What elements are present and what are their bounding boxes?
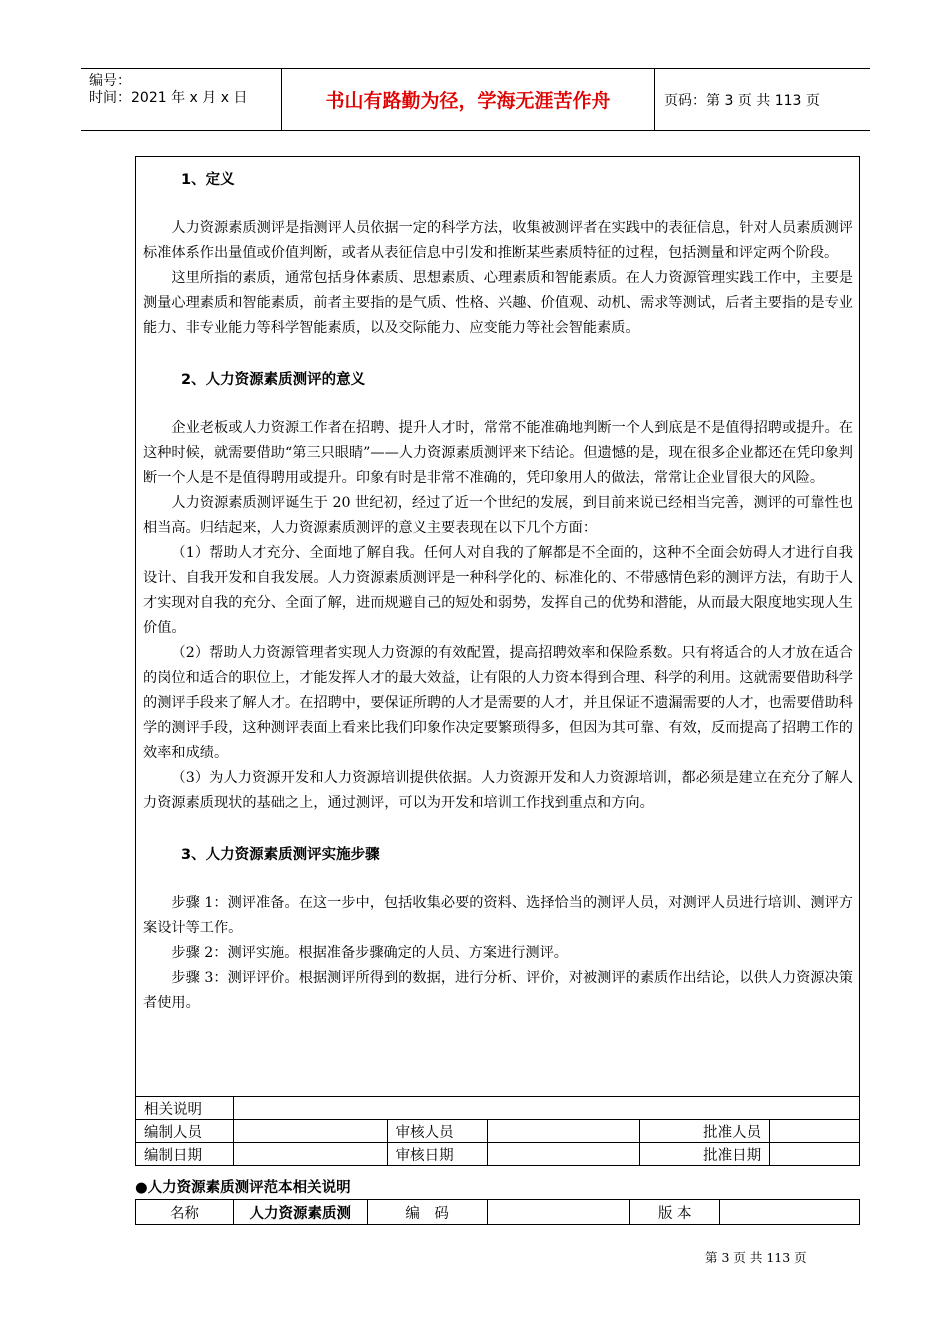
header-motto: 书山有路勤为径，学海无涯苦作舟: [281, 69, 655, 130]
approve-date-value: [770, 1143, 860, 1166]
paragraph: 这里所指的素质，通常包括身体素质、思想素质、心理素质和智能素质。在人力资源管理实践工作中，主要是测量心理素质和智能素质，前者主要指的是气质、性格、兴趣、价值观、动机、需求等测试，后者主要指的是专业能力、非专业能力等科学智能素质，以及交际能力、应变能力等社会智能素质。: [143, 270, 853, 336]
sample-info-table: [135, 1199, 860, 1225]
paragraph: （2）帮助人力资源管理者实现人力资源的有效配置，提高招聘效率和保险系数。只有将适合的人才放在适合的岗位和适合的职位上，才能发挥人才的最大效益，让有限的人力资本得到合理、科学的利用。这就需要借助科学的测评手段来了解人才。在招聘中，要保证所聘的人才是需要的人才，并且保证不遗漏需要的人才，也需要借助科学的测评手段，这种测评表面上看来比我们印象作决定要繁琐得多，但因为其可靠、有效，反而提高了招聘工作的效率和成绩。: [143, 645, 853, 761]
compiler-label: 编制人员: [136, 1120, 234, 1143]
related-notes-value: [233, 1097, 859, 1120]
paragraph: 步骤 2：测评实施。根据准备步骤确定的人员、方案进行测评。: [171, 945, 568, 961]
document-body: [143, 168, 853, 1016]
paragraph: 步骤 1：测评准备。在这一步中，包括收集必要的资料、选择恰当的测评人员，对测评人员进行培训、测评方案设计等工作。: [143, 895, 853, 936]
review-date-value: [487, 1143, 640, 1166]
compile-date-label: 编制日期: [136, 1143, 234, 1166]
compile-date-value: [233, 1143, 387, 1166]
paragraph: 人力资源素质测评诞生于 20 世纪初，经过了近一个世纪的发展，到目前来说已经相当完善，测评的可靠性也相当高。归结起来，人力资源素质测评的意义主要表现在以下几个方面：: [143, 495, 853, 536]
paragraph: 步骤 3：测评评价。根据测评所得到的数据，进行分析、评价，对被测评的素质作出结论，以供人力资源决策者使用。: [143, 970, 853, 1011]
section-heading-steps: 3、人力资源素质测评实施步骤: [181, 847, 380, 863]
sample-notes-title: ●人力资源素质测评范本相关说明: [135, 1180, 351, 1196]
code-label: 编 码: [367, 1200, 487, 1225]
review-date-label: 审核日期: [387, 1143, 487, 1166]
paragraph: 企业老板或人力资源工作者在招聘、提升人才时，常常不能准确地判断一个人到底是不是值得招聘或提升。在这种时候，就需要借助“第三只眼睛”——人力资源素质测评来下结论。但遗憾的是，现在很多企业都还在凭印象判断一个人是不是值得聘用或提升。印象有时是非常不准确的，凭印象用人的做法，常常让企业冒很大的风险。: [143, 420, 853, 486]
reviewer-value: [487, 1120, 640, 1143]
approver-value: [770, 1120, 860, 1143]
section-heading-definition: 1、定义: [181, 172, 235, 188]
document-number-label: 编号：: [89, 73, 131, 89]
version-label: 版 本: [630, 1200, 720, 1225]
version-value: [720, 1200, 860, 1225]
related-notes-label: 相关说明: [136, 1097, 234, 1120]
header-left-cell: [81, 69, 281, 130]
paragraph: （3）为人力资源开发和人力资源培训提供依据。人力资源开发和人力资源培训，都必须是建立在充分了解人力资源素质现状的基础之上，通过测评，可以为开发和培训工作找到重点和方向。: [143, 770, 853, 811]
name-value: 人力资源素质测: [233, 1200, 367, 1225]
paragraph: （1）帮助人才充分、全面地了解自我。任何人对自我的了解都是不全面的，这种不全面会妨碍人才进行自我设计、自我开发和自我发展。人力资源素质测评是一种科学化的、标准化的、不带感情色彩的测评方法，有助于人才实现对自我的充分、全面了解，进而规避自己的短处和弱势，发挥自己的优势和潜能，从而最大限度地实现人生价值。: [143, 545, 853, 636]
code-value: [487, 1200, 630, 1225]
approval-table: [135, 1096, 860, 1166]
reviewer-label: 审核人员: [387, 1120, 487, 1143]
page-footer: 第 3 页 共 113 页: [705, 1250, 807, 1265]
approver-label: 批准人员: [640, 1120, 770, 1143]
name-label: 名称: [136, 1200, 234, 1225]
compiler-value: [233, 1120, 387, 1143]
page-header: [81, 68, 870, 131]
header-page-number: 页码：第 3 页 共 113 页: [664, 92, 820, 109]
approve-date-label: 批准日期: [640, 1143, 770, 1166]
document-time-label: 时间：2021 年 x 月 x 日: [89, 90, 248, 106]
section-heading-significance: 2、人力资源素质测评的意义: [181, 372, 366, 388]
paragraph: 人力资源素质测评是指测评人员依据一定的科学方法，收集被测评者在实践中的表征信息，针对人员素质测评标准体系作出量值或价值判断，或者从表征信息中引发和推断某些素质特征的过程，包括测量和评定两个阶段。: [143, 220, 853, 261]
